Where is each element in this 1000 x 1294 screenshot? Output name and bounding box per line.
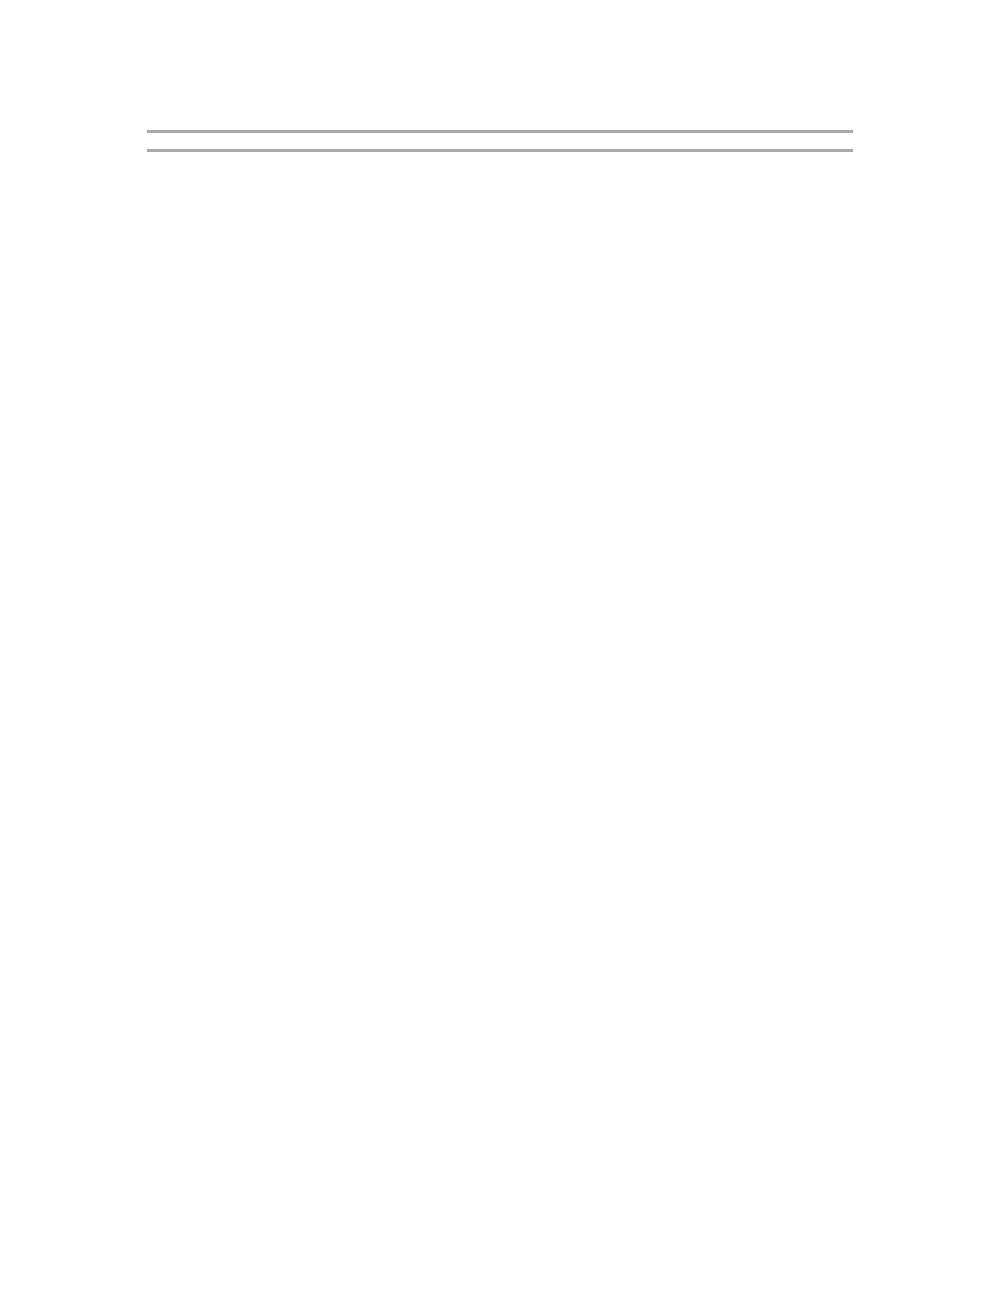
document-page — [147, 114, 853, 160]
section-divider — [147, 130, 853, 133]
section-divider — [147, 149, 853, 152]
